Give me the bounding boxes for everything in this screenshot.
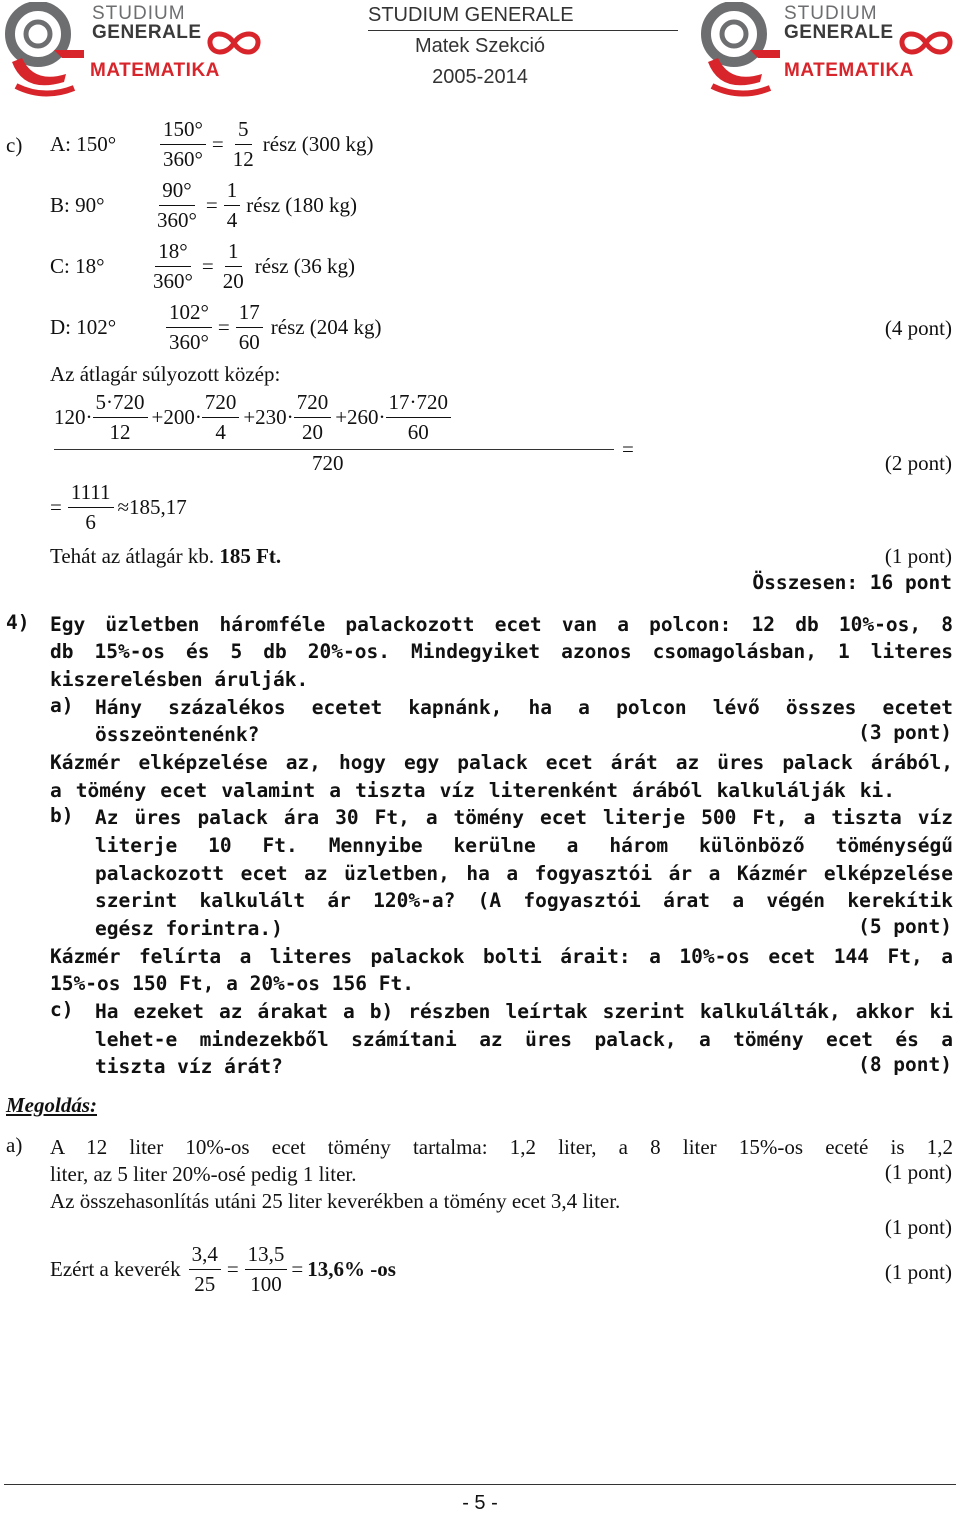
part-fraction: $\frac{5}{12}$ — [232, 117, 254, 172]
studium-generale-logo-left — [4, 2, 90, 98]
logo-left-text: STUDIUM GENERALE — [92, 3, 202, 43]
weighted-label: Az átlagár súlyozott közép: — [50, 362, 281, 386]
problem-number: 4) — [6, 611, 30, 634]
points-1: (1 pont) — [884, 1160, 952, 1184]
final-result: Ezért a keverék $\frac{3,4}{25}$ = $\frac{13,5}{100}$ = 13,6% -os — [50, 1242, 396, 1297]
ratio-row-a: A: 150° $\frac{150^\circ}{360^\circ}$ = $\frac{5}{12}$ rész (300 kg) — [50, 117, 374, 172]
points-big: (2 pont) — [884, 451, 952, 475]
part-fraction: $\frac{1}{20}$ — [222, 239, 244, 294]
solution-line: Az összehasonlítás utáni 25 liter keverékben a tömény ecet 3,4 liter. — [50, 1189, 621, 1213]
points-b: (5 pont) — [858, 915, 952, 938]
row-name: C: 18° — [50, 254, 105, 279]
question-c-line: tiszta víz árát? — [95, 1055, 283, 1078]
points-conclusion: (1 pont) — [884, 544, 952, 568]
ratio-row-b: B: 90° $\frac{90^\circ}{360^\circ}$ = $\frac{1}{4}$ rész (180 kg) — [50, 178, 358, 233]
intro-line: kiszerelésben árulják. — [50, 668, 309, 691]
question-b-line: egész forintra.) — [95, 917, 283, 940]
kazmer-prices-line: 15%-os 150 Ft, a 20%-os 156 Ft. — [50, 972, 414, 995]
row-name: B: 90° — [50, 193, 105, 218]
kazmer-prices-line: Kázmér felírta a literes palackok bolti árait: a 10%-os ecet 144 Ft, a — [50, 945, 953, 968]
degree-fraction: $\frac{102^\circ}{360^\circ}$ — [166, 300, 212, 355]
part-fraction: $\frac{17}{60}$ — [236, 300, 263, 355]
ratio-row-d: D: 102° $\frac{102^\circ}{360^\circ}$ = $\frac{17}{60}$ rész (204 kg) — [50, 300, 382, 355]
kazmer-line: a tömény ecet valamint a tiszta víz literenként árából kalkulálják ki. — [50, 779, 895, 802]
big-fraction-denominator: 720 — [312, 451, 344, 475]
question-c-line: Ha ezeket az árakat a b) részben leírtak szerint kalkulálták, akkor ki — [95, 1000, 953, 1023]
question-b-line: literje 10 Ft. Mennyibe kerülne a három különböző töménységű — [95, 834, 953, 857]
header-center-title: STUDIUM GENERALE — [368, 4, 574, 26]
conclusion: Tehát az átlagár kb. 185 Ft. — [50, 544, 282, 568]
question-b-line: szerint kalkulált ár 120%-a? (A fogyasztói árat a végén kerekítik — [95, 889, 953, 912]
degree-fraction: $\frac{18^\circ}{360^\circ}$ — [153, 239, 193, 294]
part-fraction: $\frac{1}{4}$ — [224, 178, 241, 233]
points-rows: (4 pont) — [884, 316, 952, 340]
part-c-label: c) — [6, 133, 23, 157]
weighted-average-numerator: 120· $\frac{5\cdot 720}{12}$ +200· $\frac{720}{4}$ +230· $\frac{720}{20}$ +260· $\frac{17\cdot 720}{60}$ — [54, 390, 451, 445]
infinity-icon-right — [898, 30, 954, 56]
degree-fraction: $\frac{150^\circ}{360^\circ}$ — [160, 117, 206, 172]
question-b-line: palackozott ecet az üzletben, ha a fogyasztói ár a Kázmér elképzelése — [95, 862, 953, 885]
total-points: Összesen: 16 pont — [752, 571, 952, 594]
solution-a-label: a) — [6, 1133, 23, 1157]
question-c-label: c) — [50, 998, 74, 1021]
intro-line: Egy üzletben háromféle palackozott ecet van a polcon: 12 db 10%-os, 8 — [50, 613, 953, 636]
logo-left-matematika: MATEMATIKA — [90, 60, 220, 81]
row-name: D: 102° — [50, 315, 117, 340]
logo-right-matematika: MATEMATIKA — [784, 60, 914, 81]
question-c-line: lehet-e mindezekből számítani az üres palack, a tömény ecet és a — [95, 1028, 953, 1051]
page-number: - 5 - — [462, 1492, 498, 1514]
solution-line: A 12 liter 10%-os ecet tömény tartalma: 1,2 liter, a 8 liter 15%-os eceté is 1,2 — [50, 1135, 953, 1159]
ratio-row-c: C: 18° $\frac{18^\circ}{360^\circ}$ = $\frac{1}{20}$ rész (36 kg) — [50, 239, 356, 294]
row-name: A: 150° — [50, 132, 117, 157]
solution-heading: Megoldás: — [6, 1093, 97, 1117]
points-2: (1 pont) — [884, 1215, 952, 1239]
footer-rule — [4, 1484, 956, 1485]
header-center-subtitle: Matek Szekció — [414, 35, 546, 57]
degree-fraction: $\frac{90^\circ}{360^\circ}$ — [157, 178, 197, 233]
question-a-label: a) — [50, 694, 74, 717]
question-b-label: b) — [50, 804, 74, 827]
question-a-line: Hány százalékos ecetet kapnánk, ha a polcon lévő összes ecetet — [95, 696, 953, 719]
solution-line: liter, az 5 liter 20%-osé pedig 1 liter. — [50, 1162, 357, 1186]
points-a: (3 pont) — [858, 721, 952, 744]
infinity-icon — [206, 30, 262, 56]
result-line: = $\frac{1111}{6}$ ≈185,17 — [50, 480, 187, 535]
question-a-line: összeöntenénk? — [95, 723, 260, 746]
big-fraction-bar — [54, 449, 614, 450]
studium-generale-logo-right — [700, 2, 786, 98]
header-rule — [368, 30, 678, 31]
header-center-years: 2005-2014 — [432, 66, 528, 88]
kazmer-line: Kázmér elképzelése az, hogy egy palack ecet árát az üres palack árából, — [50, 751, 953, 774]
big-fraction-eq: = — [622, 437, 634, 461]
points-c: (8 pont) — [858, 1053, 952, 1076]
logo-right-text: STUDIUM GENERALE — [784, 3, 894, 43]
question-b-line: Az üres palack ára 30 Ft, a tömény ecet literje 500 Ft, a tiszta víz — [95, 806, 953, 829]
points-3: (1 pont) — [884, 1260, 952, 1284]
intro-line: db 15%-os és 5 db 20%-os. Mindegyiket azonos csomagolásban, 1 literes — [50, 640, 953, 663]
